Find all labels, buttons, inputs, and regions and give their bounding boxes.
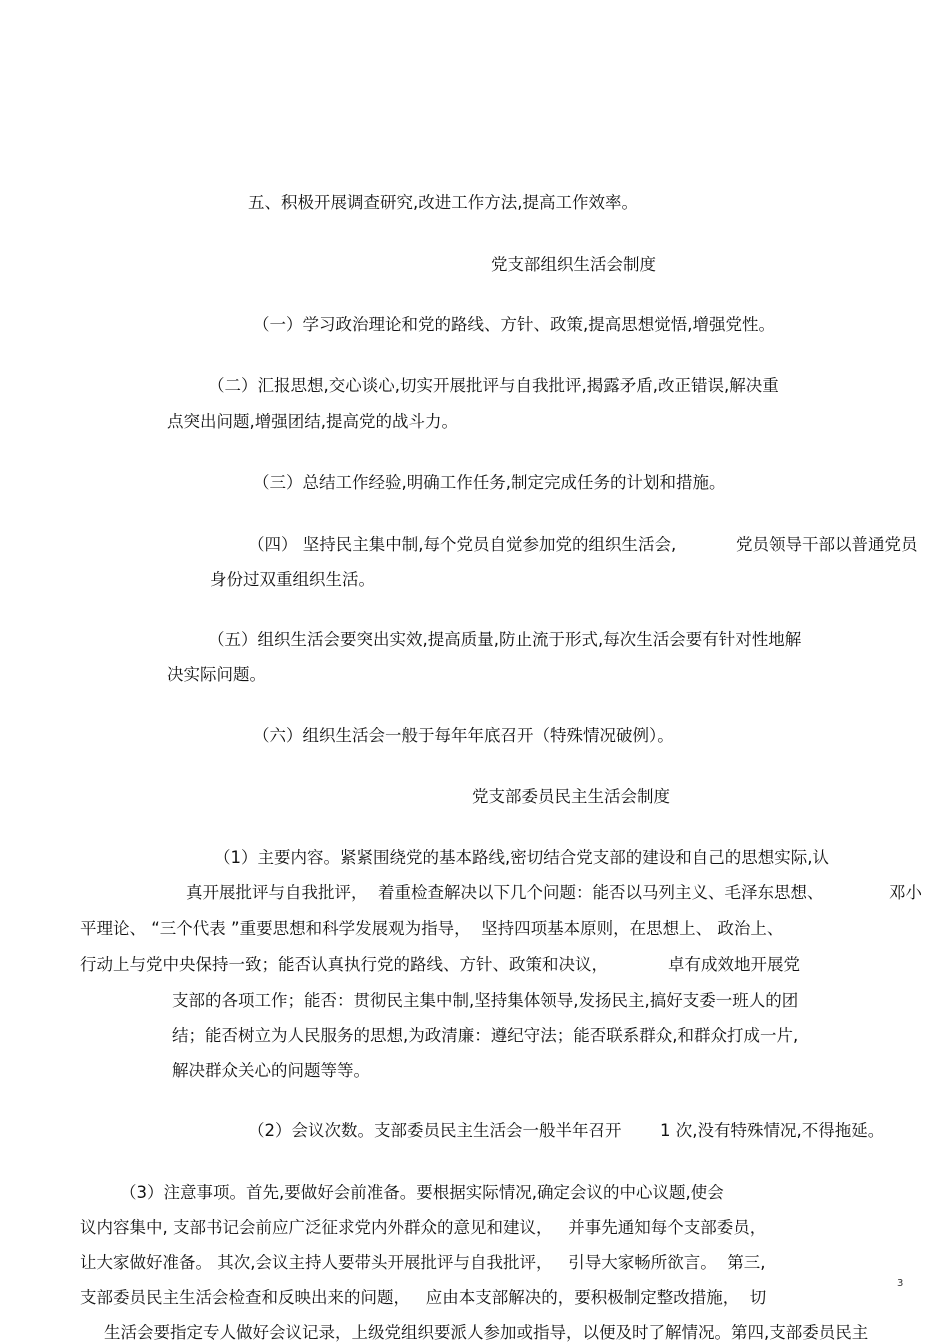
point-one-line-4b: 卓有成效地开展党 — [668, 955, 800, 974]
point-two-line-b: 1 次,没有特殊情况,不得拖延。 — [660, 1121, 885, 1140]
point-three-line-1: （3）注意事项。首先,要做好会前准备。要根据实际情况,确定会议的中心议题,使会 — [120, 1183, 724, 1202]
point-three-line-4: 支部委员民主生活会检查和反映出来的问题， 应由本支部解决的，要积极制定整改措施， 切 — [80, 1288, 767, 1307]
point-one-line-2a: 真开展批评与自我批评， 着重检查解决以下几个问题：能否以马列主义、毛泽东思想、 — [186, 883, 824, 902]
heading-organization-life-meeting: 党支部组织生活会制度 — [491, 255, 656, 274]
item-four-line-2: 身份过双重组织生活。 — [210, 570, 375, 589]
point-one-line-4a: 行动上与党中央保持一致；能否认真执行党的路线、方针、政策和决议， — [80, 955, 608, 974]
point-three-line-5: 生活会要指定专人做好会议记录，上级党组织要派人参加或指导，以便及时了解情况。第四,支部委员民主 — [104, 1323, 869, 1342]
point-three-line-3: 让大家做好准备。 其次,会议主持人要带头开展批评与自我批评， 引导大家畅所欲言。 第三, — [80, 1253, 766, 1272]
point-one-line-6: 结；能否树立为人民服务的思想,为政清廉：遵纪守法；能否联系群众,和群众打成一片, — [172, 1026, 799, 1045]
section-five-line: 五、积极开展调查研究,改进工作方法,提高工作效率。 — [248, 193, 638, 212]
point-one-line-2b: 邓小 — [889, 883, 922, 902]
point-three-line-2: 议内容集中, 支部书记会前应广泛征求党内外群众的意见和建议， 并事先通知每个支部委员， — [80, 1218, 767, 1237]
item-four-line-1a: （四） 坚持民主集中制,每个党员自觉参加党的组织生活会, — [248, 535, 677, 554]
page-number: 3 — [897, 1278, 904, 1289]
point-one-line-1: （1）主要内容。紧紧围绕党的基本路线,密切结合党支部的建设和自己的思想实际,认 — [214, 848, 829, 867]
item-four-line-1b: 党员领导干部以普通党员 — [736, 535, 918, 554]
item-six-line: （六）组织生活会一般于每年年底召开（特殊情况破例）。 — [253, 726, 674, 745]
item-three-line: （三）总结工作经验,明确工作任务,制定完成任务的计划和措施。 — [253, 473, 726, 492]
point-one-line-3: 平理论、 “三个代表 ”重要思想和科学发展观为指导， 坚持四项基本原则，在思想上、 政治上、 — [80, 919, 784, 938]
point-one-line-7: 解决群众关心的问题等等。 — [172, 1061, 370, 1080]
item-five-line-1: （五）组织生活会要突出实效,提高质量,防止流于形式,每次生活会要有针对性地解 — [208, 630, 802, 649]
item-two-line-1: （二）汇报思想,交心谈心,切实开展批评与自我批评,揭露矛盾,改正错误,解决重 — [208, 376, 779, 395]
item-five-line-2: 决实际问题。 — [167, 665, 266, 684]
point-two-line-a: （2）会议次数。支部委员民主生活会一般半年召开 — [248, 1121, 622, 1140]
point-one-line-5: 支部的各项工作；能否：贯彻民主集中制,坚持集体领导,发扬民主,搞好支委一班人的团 — [172, 991, 799, 1010]
heading-committee-democratic-meeting: 党支部委员民主生活会制度 — [472, 787, 670, 806]
item-two-line-2: 点突出问题,增强团结,提高党的战斗力。 — [167, 412, 458, 431]
item-one-line: （一）学习政治理论和党的路线、方针、政策,提高思想觉悟,增强党性。 — [253, 315, 775, 334]
